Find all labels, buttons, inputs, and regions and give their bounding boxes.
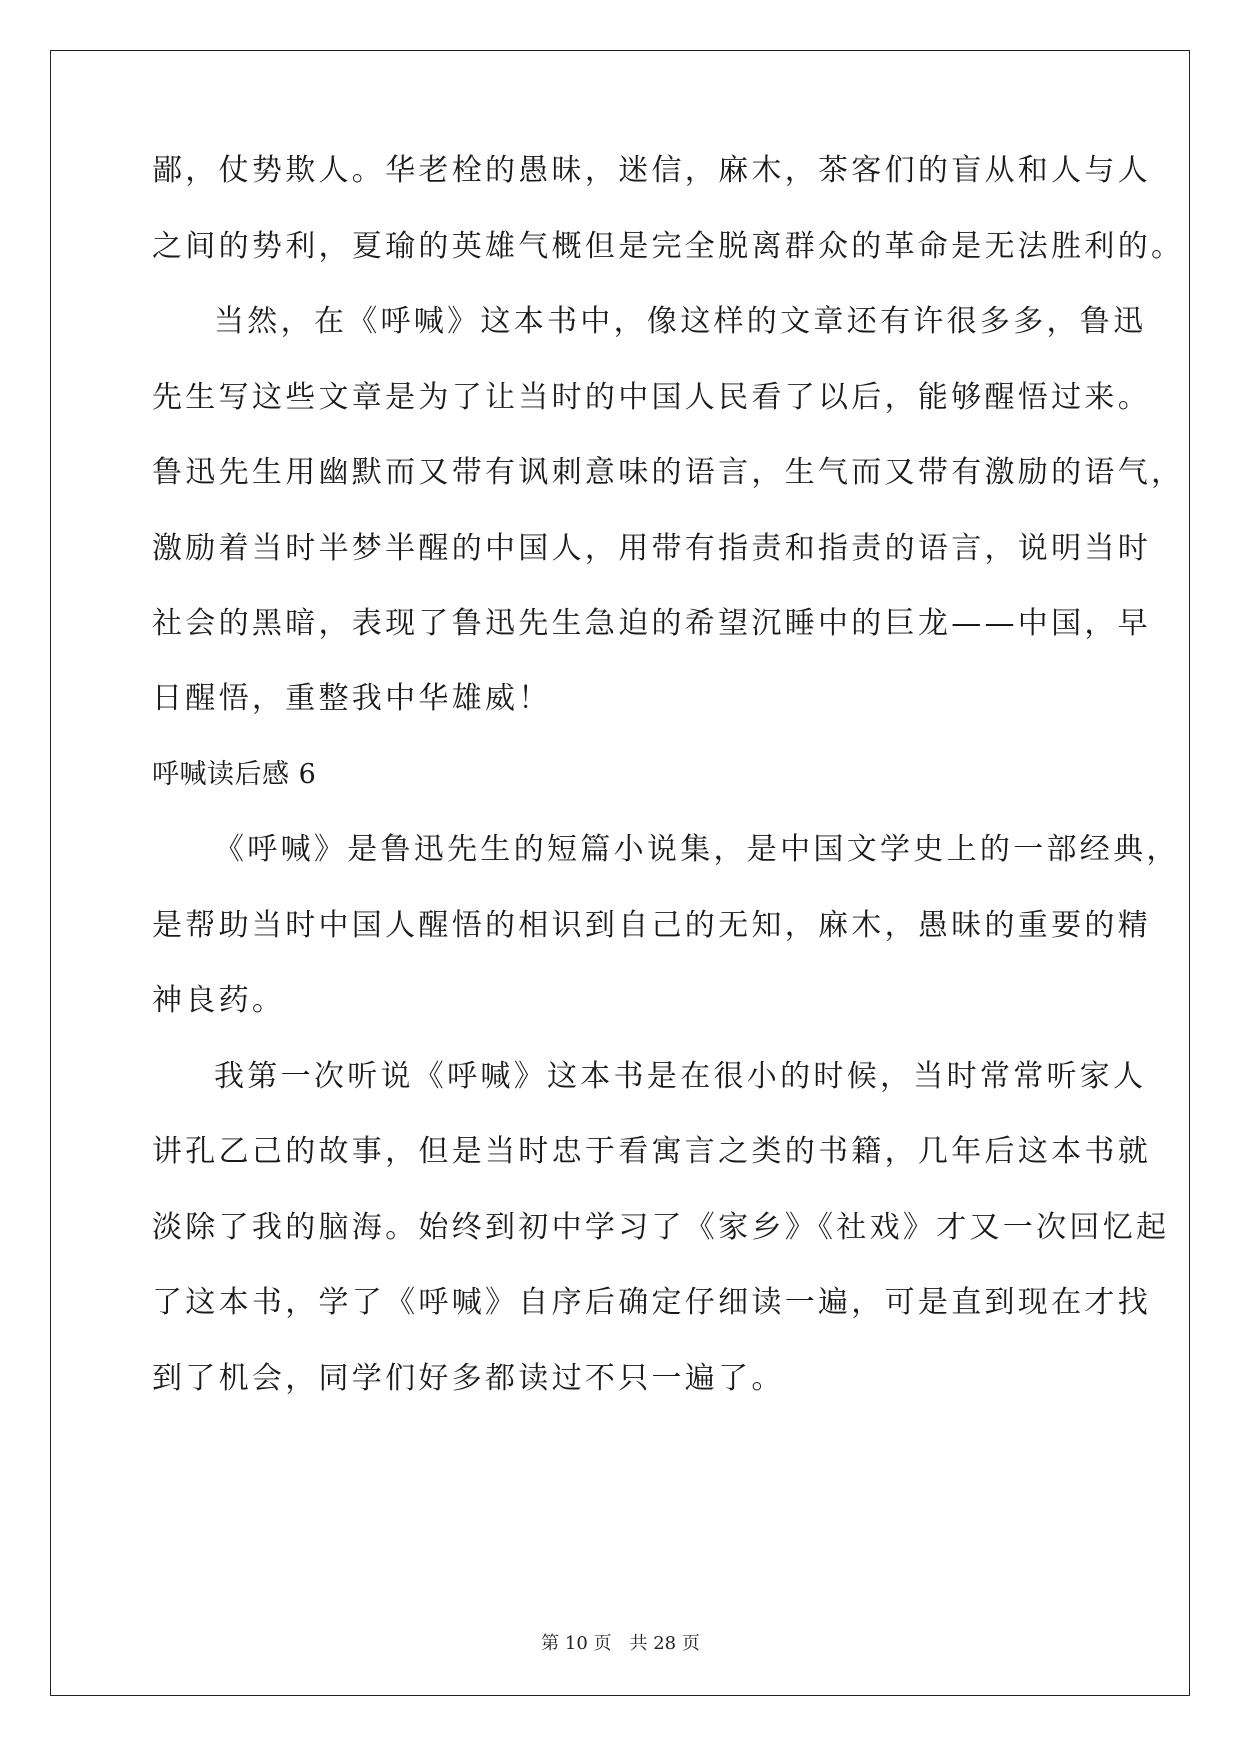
paragraph-line: 淡除了我的脑海。始终到初中学习了《家乡》《社戏》才又一次回忆起 (152, 1210, 1170, 1245)
paragraph-line: 日醒悟，重整我中华雄威！ (152, 681, 552, 716)
paragraph-line: 先生写这些文章是为了让当时的中国人民看了以后，能够醒悟过来。 (152, 380, 1151, 415)
paragraph-line: 当然，在《呼喊》这本书中，像这样的文章还有许很多多，鲁迅 (214, 304, 1147, 339)
paragraph-line: 之间的势利，夏瑜的英雄气概但是完全脱离群众的革命是无法胜利的。 (152, 229, 1185, 264)
paragraph-line: 神良药。 (152, 983, 286, 1018)
paragraph-line: 讲孔乙己的故事，但是当时忠于看寓言之类的书籍，几年后这本书就 (152, 1134, 1151, 1169)
paragraph-line: 了这本书，学了《呼喊》自序后确定仔细读一遍，可是直到现在才找 (152, 1285, 1151, 1320)
paragraph-line: 是帮助当时中国人醒悟的相识到自己的无知，麻木，愚昧的重要的精 (152, 908, 1151, 943)
total-pages: 共 28 页 (629, 1633, 700, 1654)
section-heading: 呼喊读后感 6 (152, 759, 317, 790)
paragraph-line: 激励着当时半梦半醒的中国人，用带有指责和指责的语言，说明当时 (152, 531, 1151, 566)
paragraph-line: 我第一次听说《呼喊》这本书是在很小的时候，当时常常听家人 (214, 1059, 1147, 1094)
page-footer (0, 1632, 1241, 1656)
paragraph-line: 《呼喊》是鲁迅先生的短篇小说集，是中国文学史上的一部经典， (214, 832, 1180, 867)
page-number: 第 10 页 (541, 1633, 612, 1654)
paragraph-line: 到了机会，同学们好多都读过不只一遍了。 (152, 1361, 785, 1396)
paragraph-line: 社会的黑暗，表现了鲁迅先生急迫的希望沉睡中的巨龙——中国，早 (152, 606, 1151, 641)
page-border (50, 50, 1190, 1696)
paragraph-line: 鲁迅先生用幽默而又带有讽刺意味的语言，生气而又带有激励的语气， (152, 455, 1185, 490)
paragraph-line: 鄙，仗势欺人。华老栓的愚昧，迷信，麻木，茶客们的盲从和人与人 (152, 153, 1151, 188)
